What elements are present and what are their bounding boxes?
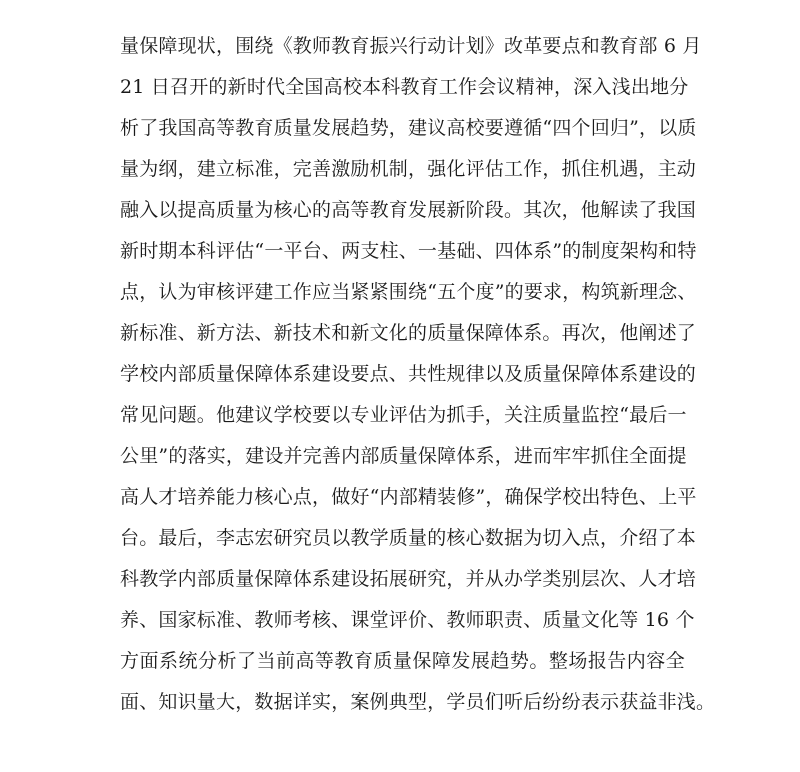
text-line: 高人才培养能力核心点，做好“内部精装修”，确保学校出特色、上平	[120, 486, 697, 508]
text-line: 量保障现状，围绕《教师教育振兴行动计划》改革要点和教育部 6 月	[120, 35, 702, 57]
text-line: 养、国家标准、教师考核、课堂评价、教师职责、质量文化等 16 个	[120, 609, 695, 631]
text-line: 方面系统分析了当前高等教育质量保障发展趋势。整场报告内容全	[120, 650, 685, 672]
text-line: 析了我国高等教育质量发展趋势，建议高校要遵循“四个回归”，以质	[120, 117, 697, 139]
text-line: 量为纲，建立标准，完善激励机制，强化评估工作，抓住机遇，主动	[120, 158, 697, 180]
text-line: 学校内部质量保障体系建设要点、共性规律以及质量保障体系建设的	[120, 363, 697, 385]
text-line: 科教学内部质量保障体系建设拓展研究，并从办学类别层次、人才培	[120, 568, 697, 590]
text-line: 面、知识量大，数据详实，案例典型，学员们听后纷纷表示获益非浅。	[120, 691, 716, 713]
text-line: 融入以提高质量为核心的高等教育发展新阶段。其次，他解读了我国	[120, 199, 697, 221]
text-line: 21 日召开的新时代全国高校本科教育工作会议精神，深入浅出地分	[120, 76, 689, 98]
text-line: 新标准、新方法、新技术和新文化的质量保障体系。再次，他阐述了	[120, 322, 697, 344]
text-line: 公里”的落实，建设并完善内部质量保障体系，进而牢牢抓住全面提	[120, 445, 687, 467]
text-line: 点，认为审核评建工作应当紧紧围绕“五个度”的要求，构筑新理念、	[120, 281, 697, 303]
body-paragraph	[120, 26, 716, 723]
text-line: 新时期本科评估“一平台、两支柱、一基础、四体系”的制度架构和特	[120, 240, 697, 262]
text-line: 台。最后，李志宏研究员以教学质量的核心数据为切入点，介绍了本	[120, 527, 697, 549]
text-line: 常见问题。他建议学校要以专业评估为抓手，关注质量监控“最后一	[120, 404, 687, 426]
